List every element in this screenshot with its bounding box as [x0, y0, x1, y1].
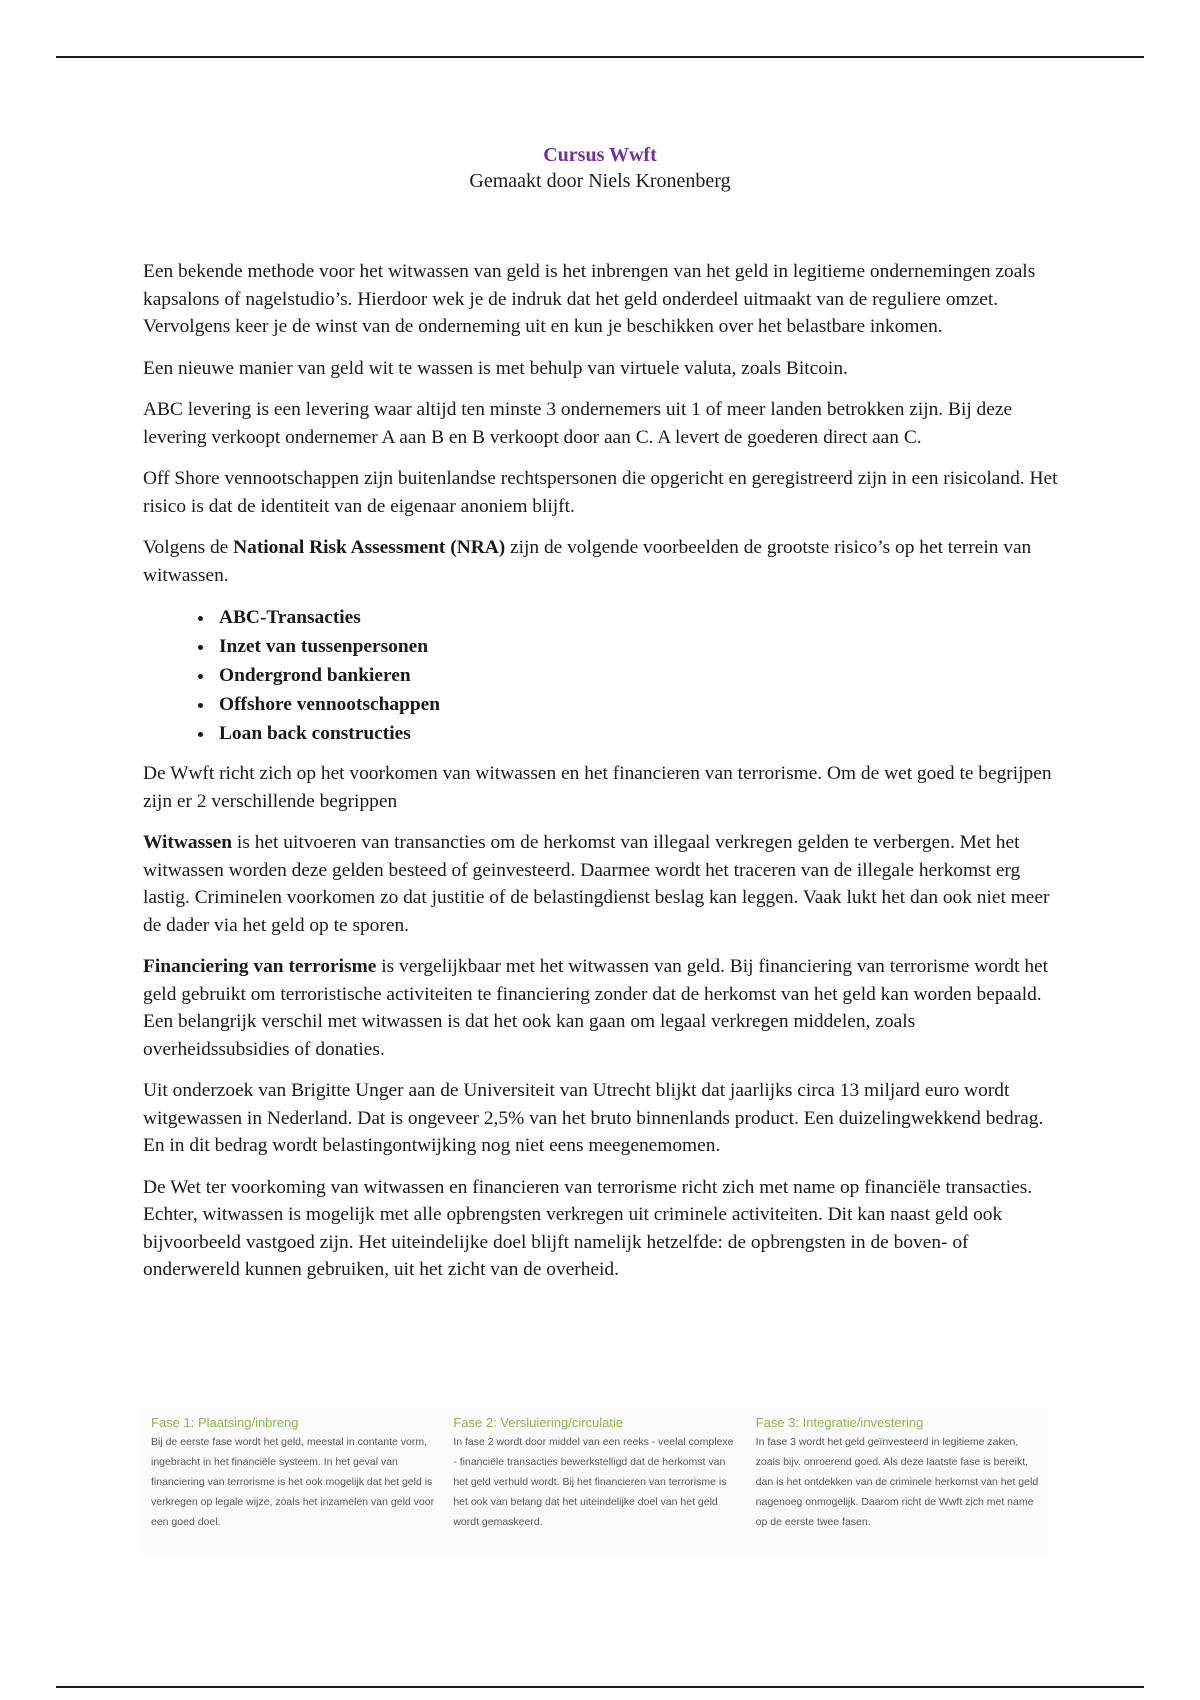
phases-figure — [143, 1408, 1048, 1556]
nra-post: zijn de volgende voorbeelden de grootste risico’s op het terrein van witwassen. — [143, 537, 1032, 586]
document-body — [143, 258, 1063, 1298]
phase-1 — [151, 1414, 435, 1550]
paragraph-terrorisme — [143, 953, 1063, 1063]
witwassen-definition: is het uitvoeren van transancties om de herkomst van illegaal verkregen gelden te verbergen. Met het witwassen worden deze gelden besteed of geinvesteerd. Daarmee wordt het traceren van de illegale herkomst erg lastig. Criminelen voorkomen zo dat justitie of de belastingdienst beslag kan leggen. Vaak lukt het dan ook niet meer de dader via het geld op te sporen. — [143, 832, 1050, 936]
witwassen-term: Witwassen — [143, 832, 233, 853]
paragraph-bitcoin: Een nieuwe manier van geld wit te wassen is met behulp van virtuele valuta, zoals Bitcoin. — [143, 357, 848, 379]
phase-text: In fase 3 wordt het geld geïnvesteerd in legitieme zaken, zoals bijv. onroerend goed. Als deze laatste fase is bereikt, dan is het ontdekken van de criminele herkomst van het geld nagenoeg onmogelijk. Daarom richt de Wwft zich met name op de eerste twee fasen. — [755, 1436, 1039, 1528]
paragraph-intro: Een bekende methode voor het witwassen van geld is het inbrengen van het geld in legitieme ondernemingen zoals kapsalons of nagelstudio’s. Hierdoor wek je de indruk dat het geld onderdeel uitmaakt van de reguliere omzet. Vervolgens keer je de winst van de onderneming uit en kun je beschikken over het belastbare inkomen. — [143, 261, 1036, 337]
phase-title: Fase 1: Plaatsing/inbreng — [151, 1415, 299, 1430]
phase-3 — [756, 1414, 1040, 1550]
document-header — [0, 142, 1200, 194]
paragraph-wet: De Wet ter voorkoming van witwassen en financieren van terrorisme richt zich met name op financiële transacties. Echter, witwassen is mogelijk met alle opbrengsten verkregen uit criminele activiteiten. Dit kan naast geld ook bijvoorbeeld vastgoed zijn. Het uiteindelijke doel blijft namelijk hetzelfde: de opbrengsten in de boven- of onderwereld kunnen gebruiken, uit het zicht van de overheid. — [143, 1176, 1033, 1280]
phase-text: In fase 2 wordt door middel van een reeks - veelal complexe - financiële transacties bewerkstelligd dat de herkomst van het geld verhuld wordt. Bij het financieren van terrorisme is het ook van belang dat het uiteindelijke doel van het geld wordt gemaskeerd. — [453, 1436, 734, 1528]
phase-title: Fase 3: Integratie/investering — [755, 1415, 924, 1430]
document-title: Cursus Wwft — [543, 144, 657, 166]
bottom-rule — [56, 1686, 1144, 1688]
terrorisme-term: Financiering van terrorisme — [143, 956, 377, 977]
paragraph-witwassen — [143, 829, 1063, 939]
top-rule — [56, 56, 1144, 58]
list-item: • Offshore vennootschappen — [215, 690, 1063, 719]
nra-pre: Volgens de — [143, 537, 234, 558]
phase-2 — [453, 1414, 737, 1550]
list-item: • Ondergrond bankieren — [215, 661, 1063, 690]
document-author: Gemaakt door Niels Kronenberg — [469, 170, 731, 192]
list-item: • ABC-Transacties — [215, 603, 1063, 632]
nra-bold: National Risk Assessment (NRA) — [233, 537, 506, 558]
paragraph-nra — [143, 534, 1063, 589]
paragraph-abc: ABC levering is een levering waar altijd ten minste 3 ondernemers uit 1 of meer landen betrokken zijn. Bij deze levering verkoopt ondernemer A aan B en B verkoopt door aan C. A levert de goederen direct aan C. — [143, 399, 1013, 448]
risk-list — [143, 603, 1063, 748]
terrorisme-definition: is vergelijkbaar met het witwassen van geld. Bij financiering van terrorisme wordt het geld gebruikt om terroristische activiteiten te financiering zonder dat de herkomst van het geld kan worden bepaald. Een belangrijk verschil met witwassen is dat het ook kan gaan om legaal verkregen middelen, zoals overheidssubsidies of donaties. — [143, 956, 1049, 1060]
list-item: • Loan back constructies — [215, 719, 1063, 748]
phase-title: Fase 2: Versluiering/circulatie — [453, 1415, 624, 1430]
phase-text: Bij de eerste fase wordt het geld, meestal in contante vorm, ingebracht in het financiële systeem. In het geval van financiering van terrorisme is het ook mogelijk dat het geld is verkregen op legale wijze, zoals het inzamelen van geld voor een goed doel. — [151, 1436, 435, 1528]
paragraph-offshore: Off Shore vennootschappen zijn buitenlandse rechtspersonen die opgericht en geregistreerd zijn in een risicoland. Het risico is dat de identiteit van de eigenaar anoniem blijft. — [143, 468, 1058, 517]
list-item: • Inzet van tussenpersonen — [215, 632, 1063, 661]
paragraph-onderzoek: Uit onderzoek van Brigitte Unger aan de Universiteit van Utrecht blijkt dat jaarlijks circa 13 miljard euro wordt witgewassen in Nederland. Dat is ongeveer 2,5% van het bruto binnenlands product. Een duizelingwekkend bedrag. En in dit bedrag wordt belastingontwijking nog niet eens meegenemomen. — [143, 1080, 1044, 1156]
paragraph-wwft: De Wwft richt zich op het voorkomen van witwassen en het financieren van terrorisme. Om de wet goed te begrijpen zijn er 2 verschillende begrippen — [143, 763, 1052, 812]
